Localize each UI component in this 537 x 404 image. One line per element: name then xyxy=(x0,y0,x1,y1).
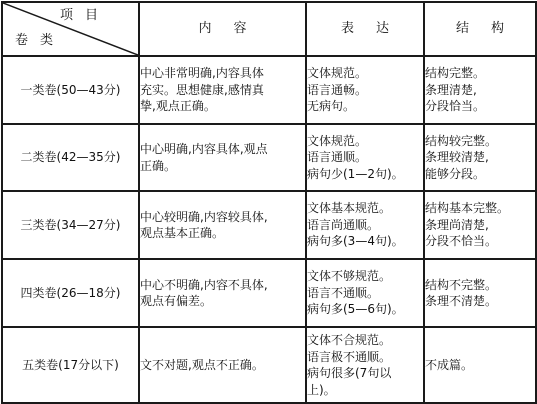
category-label: 卷类 xyxy=(15,32,66,48)
category-cell: 一类卷(50—43分) xyxy=(2,56,139,124)
category-cell: 四类卷(26—18分) xyxy=(2,259,139,327)
content-header: 内容 xyxy=(139,2,306,56)
expression-header: 表达 xyxy=(306,2,424,56)
structure-header: 结构 xyxy=(424,2,536,56)
grading-table xyxy=(1,1,537,404)
category-cell: 五类卷(17分以下) xyxy=(2,327,139,403)
content-cell: 中心非常明确,内容具体 充实。思想健康,感情真 挚,观点正确。 xyxy=(139,56,306,124)
header-row xyxy=(2,2,536,56)
item-label: 项目 xyxy=(59,8,110,23)
structure-cell: 结构基本完整。 条理尚清楚, 分段不恰当。 xyxy=(424,191,536,259)
structure-cell: 不成篇。 xyxy=(424,327,536,403)
content-cell: 中心较明确,内容较具体, 观点基本正确。 xyxy=(139,191,306,259)
category-cell: 三类卷(34—27分) xyxy=(2,191,139,259)
structure-cell: 结构较完整。 条理较清楚, 能够分段。 xyxy=(424,124,536,191)
table-row xyxy=(2,327,536,403)
table-row xyxy=(2,191,536,259)
content-cell: 文不对题,观点不正确。 xyxy=(139,327,306,403)
table-row xyxy=(2,56,536,124)
expression-cell: 文体规范。 语言通畅。 无病句。 xyxy=(306,56,424,124)
structure-cell: 结构不完整。 条理不清楚。 xyxy=(424,259,536,327)
category-cell: 二类卷(42—35分) xyxy=(2,124,139,191)
table-row xyxy=(2,124,536,191)
structure-cell: 结构完整。 条理清楚, 分段恰当。 xyxy=(424,56,536,124)
expression-cell: 文体不合规范。 语言极不通顺。 病句很多(7句以 上)。 xyxy=(306,327,424,403)
table-row xyxy=(2,259,536,327)
diagonal-header-cell xyxy=(2,2,139,56)
expression-cell: 文体不够规范。 语言不通顺。 病句多(5—6句)。 xyxy=(306,259,424,327)
content-cell: 中心不明确,内容不具体, 观点有偏差。 xyxy=(139,259,306,327)
expression-cell: 文体规范。 语言通顺。 病句少(1—2句)。 xyxy=(306,124,424,191)
expression-cell: 文体基本规范。 语言尚通顺。 病句多(3—4句)。 xyxy=(306,191,424,259)
content-cell: 中心明确,内容具体,观点 正确。 xyxy=(139,124,306,191)
